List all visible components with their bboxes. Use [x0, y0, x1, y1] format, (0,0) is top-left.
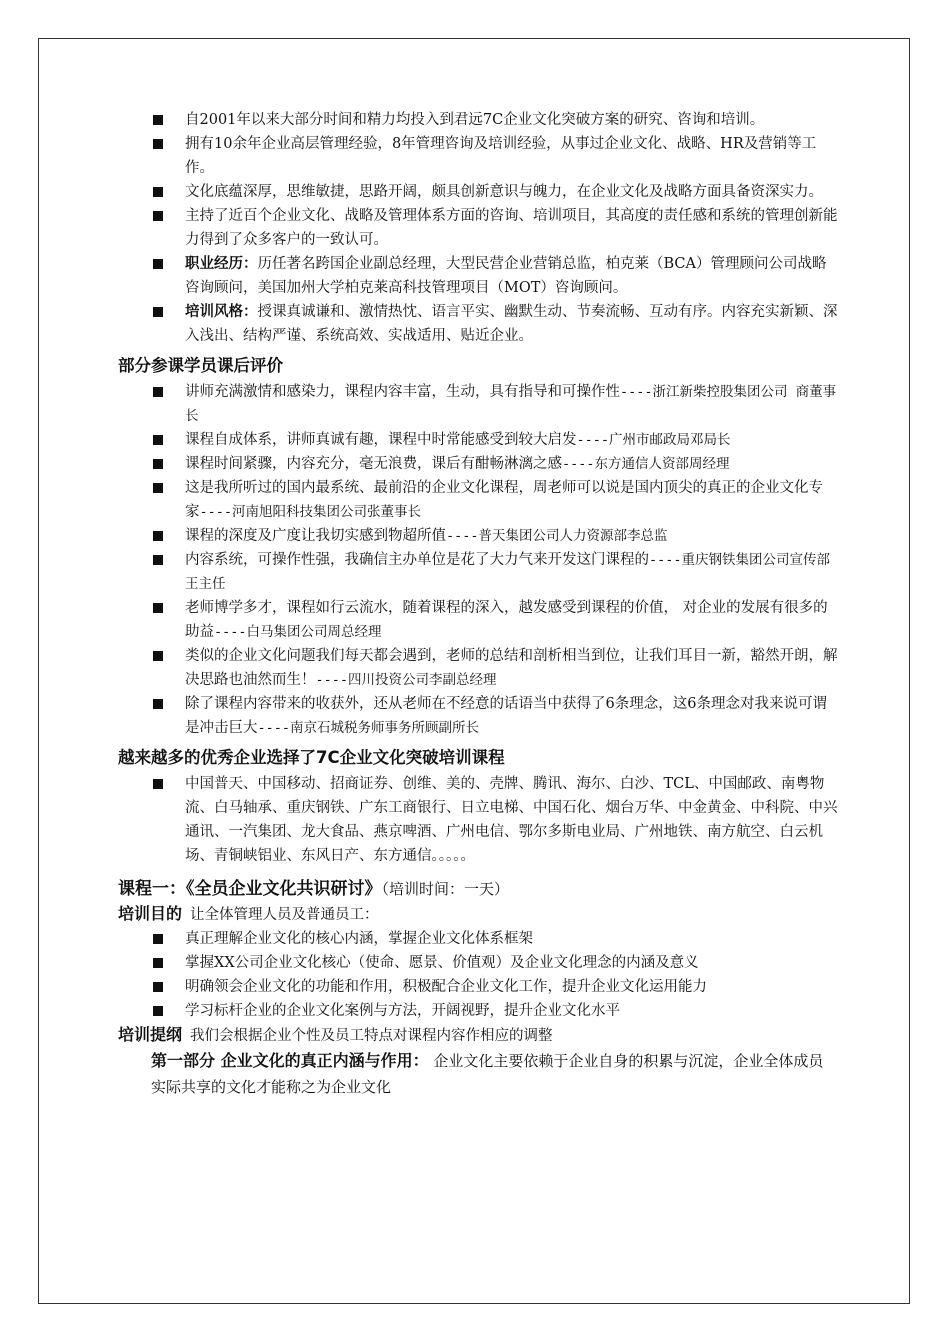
- square-bullet-icon: [153, 934, 163, 944]
- objective-row: [118, 902, 838, 927]
- objective-item: 真正理解企业文化的核心内涵，掌握企业文化体系框架: [118, 927, 838, 951]
- review-source: ----普天集团公司人力资源部李总监: [446, 528, 668, 544]
- review-item: 类似的企业文化问题我们每天都会遇到，老师的总结和剖析相当到位，让我们耳目一新，豁然开朗，解决思路也油然而生！----四川投资公司李副总经理: [118, 644, 838, 692]
- review-source: ----重庆钢铁集团公司宣传部王主任: [185, 552, 831, 592]
- square-bullet-icon: [153, 603, 163, 613]
- review-item: 内容系统，可操作性强，我确信主办单位是花了大力气来开发这门课程的----重庆钢铁集团公司宣传部王主任: [118, 548, 838, 596]
- square-bullet-icon: [153, 211, 163, 221]
- review-source: ----广州市邮政局邓局长: [576, 432, 731, 448]
- bio-item: 拥有10余年企业高层管理经验，8年管理咨询及培训经验，从事过企业文化、战略、HR及营销等工作。: [118, 132, 838, 180]
- objective-text: 让全体管理人员及普通员工：: [190, 907, 379, 923]
- course-title: 课程一：《全员企业文化共识研讨》: [118, 879, 382, 899]
- objective-item: 学习标杆企业的企业文化案例与方法，开阔视野，提升企业文化水平: [118, 999, 838, 1023]
- outline-label: 培训提纲: [118, 1025, 183, 1044]
- square-bullet-icon: [153, 139, 163, 149]
- review-source: ----浙江新柴控股集团公司 商董事长: [185, 384, 837, 424]
- bio-item-style: 培训风格：授课真诚谦和、激情热忱、语言平实、幽默生动、节奏流畅、互动有序。内容充实新颖、深入浅出、结构严谨、系统高效、实战适用、贴近企业。: [118, 300, 838, 348]
- review-source: ----四川投资公司李副总经理: [315, 672, 497, 688]
- square-bullet-icon: [153, 651, 163, 661]
- square-bullet-icon: [153, 115, 163, 125]
- bio-item: 文化底蕴深厚，思维敏捷，思路开阔，颇具创新意识与魄力，在企业文化及战略方面具备资深实力。: [118, 180, 838, 204]
- square-bullet-icon: [153, 259, 163, 269]
- square-bullet-icon: [153, 958, 163, 968]
- review-item: 除了课程内容带来的收获外，还从老师在不经意的话语当中获得了6条理念，这6条理念对我来说可谓是冲击巨大----南京石城税务师事务所顾副所长: [118, 692, 838, 740]
- review-source: ----白马集团公司周总经理: [214, 624, 382, 640]
- objective-item: 掌握XX公司企业文化核心（使命、愿景、价值观）及企业文化理念的内涵及意义: [118, 951, 838, 975]
- square-bullet-icon: [153, 779, 163, 789]
- clients-heading: 越来越多的优秀企业选择了7C企业文化突破培训课程: [118, 748, 505, 767]
- review-source: ----河南旭阳科技集团公司张董事长: [199, 504, 422, 520]
- bio-list: [118, 108, 838, 348]
- career-label: 职业经历：: [185, 256, 258, 272]
- square-bullet-icon: [153, 307, 163, 317]
- review-item: 课程自成体系，讲师真诚有趣，课程中时常能感受到较大启发----广州市邮政局邓局长: [118, 428, 838, 452]
- square-bullet-icon: [153, 387, 163, 397]
- course-duration: （培训时间：一天）: [381, 880, 510, 898]
- review-item: 这是我所听过的国内最系统、最前沿的企业文化课程，周老师可以说是国内顶尖的真正的企业文化专家----河南旭阳科技集团公司张董事长: [118, 476, 838, 524]
- bio-item-career: 职业经历：历任著名跨国企业副总经理，大型民营企业营销总监，柏克莱（BCA）管理顾问公司战略咨询顾问，美国加州大学柏克莱高科技管理项目（MOT）咨询顾问。: [118, 252, 838, 300]
- square-bullet-icon: [153, 555, 163, 565]
- square-bullet-icon: [153, 187, 163, 197]
- clients-item: 中国普天、中国移动、招商证券、创维、美的、壳牌、腾讯、海尔、白沙、TCL、中国邮政、南粤物流、白马轴承、重庆钢铁、广东工商银行、日立电梯、中国石化、烟台万华、中金黄金、中科院、中兴通讯、一汽集团、龙大食品、燕京啤酒、广州电信、鄂尔多斯电业局、广州地铁、南方航空、白云机场、青铜峡铝业、东风日产、东方通信。。。。。: [118, 772, 838, 868]
- outline-row: [118, 1023, 838, 1048]
- square-bullet-icon: [153, 435, 163, 445]
- course-title-row: [118, 876, 838, 902]
- style-label: 培训风格：: [185, 304, 258, 320]
- reviews-list: [118, 380, 838, 740]
- outline-text: 我们会根据企业个性及员工特点对课程内容作相应的调整: [190, 1028, 553, 1044]
- square-bullet-icon: [153, 699, 163, 709]
- square-bullet-icon: [153, 483, 163, 493]
- part-one: [118, 1048, 838, 1100]
- objectives-list: [118, 927, 838, 1023]
- part-one-label: 第一部分 企业文化的真正内涵与作用：: [151, 1051, 429, 1070]
- square-bullet-icon: [153, 1006, 163, 1016]
- part-one-text: 企业文化主要依赖于企业自身的积累与沉淀，企业全体成员实际共享的文化才能称之为企业文化: [151, 1052, 824, 1096]
- review-item: 课程的深度及广度让我切实感到物超所值----普天集团公司人力资源部李总监: [118, 524, 838, 548]
- review-item: 讲师充满激情和感染力，课程内容丰富，生动，具有指导和可操作性----浙江新柴控股集团公司 商董事长: [118, 380, 838, 428]
- objective-label: 培训目的: [118, 904, 183, 923]
- review-item: 老师博学多才，课程如行云流水，随着课程的深入，越发感受到课程的价值， 对企业的发展有很多的助益----白马集团公司周总经理: [118, 596, 838, 644]
- bio-item: 自2001年以来大部分时间和精力均投入到君远7C企业文化突破方案的研究、咨询和培训。: [118, 108, 838, 132]
- review-source: ----南京石城税务师事务所顾副所长: [257, 720, 480, 736]
- bio-item: 主持了近百个企业文化、战略及管理体系方面的咨询、培训项目，其高度的责任感和系统的管理创新能力得到了众多客户的一致认可。: [118, 204, 838, 252]
- square-bullet-icon: [153, 982, 163, 992]
- reviews-heading: 部分参课学员课后评价: [118, 356, 283, 375]
- review-item: 课程时间紧骤，内容充分，毫无浪费，课后有酣畅淋漓之感----东方通信人资部周经理: [118, 452, 838, 476]
- review-source: ----东方通信人资部周经理: [562, 456, 730, 472]
- clients-list: [118, 772, 838, 868]
- objective-item: 明确领会企业文化的功能和作用，积极配合企业文化工作，提升企业文化运用能力: [118, 975, 838, 999]
- document-body: [118, 108, 838, 1100]
- square-bullet-icon: [153, 459, 163, 469]
- square-bullet-icon: [153, 531, 163, 541]
